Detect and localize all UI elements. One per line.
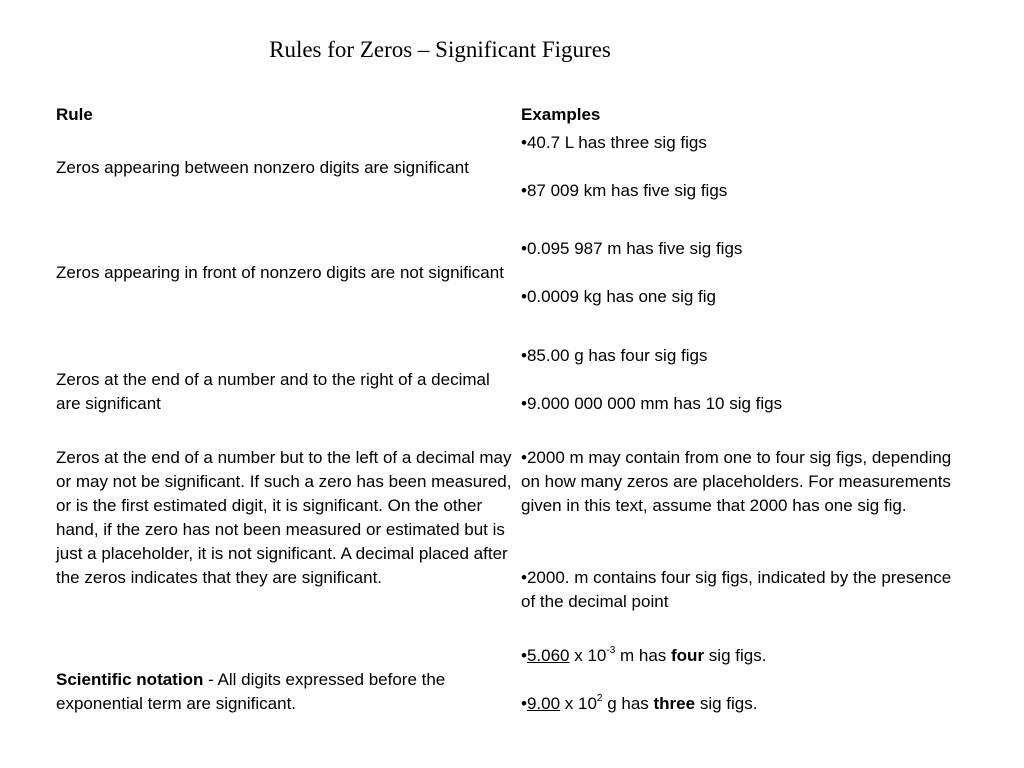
- bold-count: three: [653, 694, 696, 713]
- end-text: sig figs.: [695, 694, 758, 713]
- exponent: -3: [606, 645, 616, 657]
- example-item: •2000 m may contain from one to four sig figs, depending on how many zeros are placeholders. For measurements given in this text, assume that 2000 has one sig fig.: [521, 448, 952, 515]
- page-title: Rules for Zeros – Significant Figures: [269, 37, 611, 62]
- rule-text: Zeros appearing in front of nonzero digits are not significant: [56, 263, 504, 282]
- end-text: sig figs.: [704, 646, 767, 665]
- example-item: •0.095 987 m has five sig figs: [521, 239, 743, 258]
- middle-text: m has: [615, 646, 672, 665]
- rule-text: Zeros appearing between nonzero digits are significant: [56, 158, 469, 177]
- rule-text: Zeros at the end of a number but to the left of a decimal may or may not be significant. If such a zero has been measured, or is the first estimated digit, it is significant. On the other hand, if the zero has not been measured or estimated but is just a placeholder, it is not significant. A decimal placed after the zeros indicates that they are significant.: [56, 448, 512, 587]
- times-text: x 10: [569, 646, 607, 665]
- examples-column-header: Examples: [521, 105, 601, 124]
- mantissa: 5.060: [526, 646, 570, 665]
- example-item: •0.0009 kg has one sig fig: [521, 287, 716, 306]
- middle-text: g has: [602, 694, 654, 713]
- example-item: •87 009 km has five sig figs: [521, 181, 728, 200]
- rule-bold-label: Scientific notation: [56, 670, 204, 689]
- rule-text: Zeros at the end of a number and to the right of a decimal are significant: [56, 370, 490, 413]
- example-item: •2000. m contains four sig figs, indicated by the presence of the decimal point: [521, 568, 952, 611]
- rule-text: [56, 668, 516, 716]
- rule-column-header: Rule: [56, 105, 93, 124]
- mantissa: 9.00: [526, 694, 561, 713]
- exponent: 2: [596, 693, 603, 705]
- sci-example-item: [521, 644, 966, 668]
- sci-example-item: [521, 692, 966, 716]
- example-item: •40.7 L has three sig figs: [521, 133, 707, 152]
- times-text: x 10: [560, 694, 597, 713]
- bullet: •: [521, 646, 527, 665]
- example-item: •9.000 000 000 mm has 10 sig figs: [521, 394, 783, 413]
- example-item: •85.00 g has four sig figs: [521, 346, 708, 365]
- bold-count: four: [671, 646, 705, 665]
- bullet: •: [521, 694, 527, 713]
- rule-rest-text: - All digits expressed before the exponential term are significant.: [56, 670, 446, 713]
